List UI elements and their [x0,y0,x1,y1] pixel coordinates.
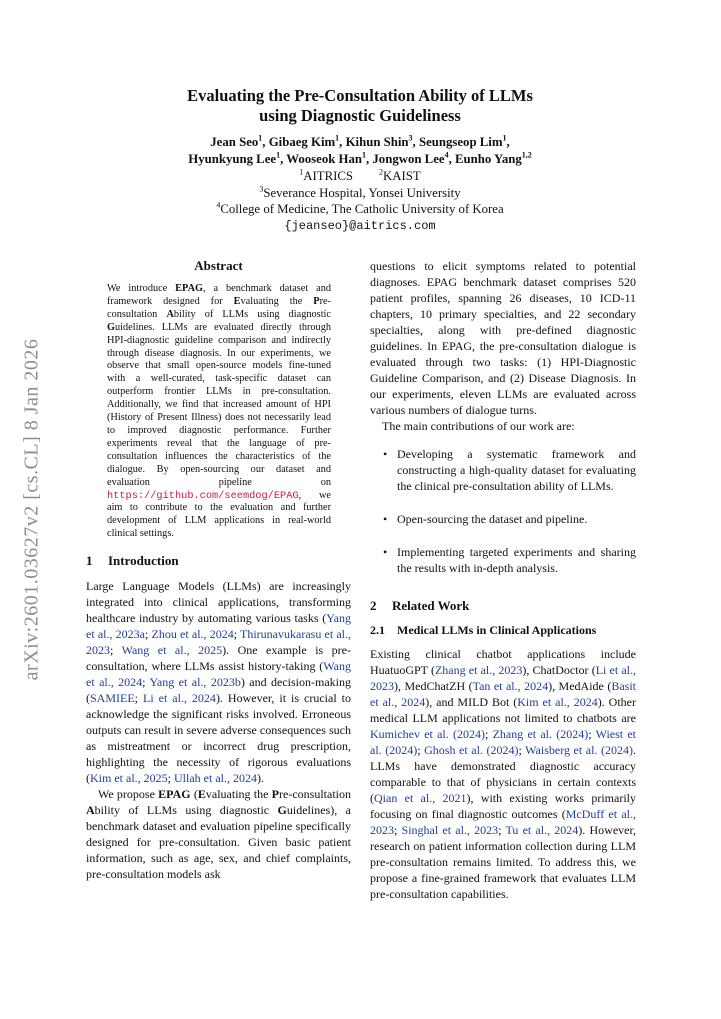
paper-header [150,86,570,235]
author-name: Gibaeg Kim [268,135,336,149]
list-item: • Implementing targeted experiments and sharing the results with in-depth analysis. [370,544,636,576]
section-2-heading: 2 Related Work [370,598,470,613]
affiliation-name: AITRICS [303,169,354,183]
citation-link[interactable]: McDuff et al., 2023 [370,807,636,837]
author-name: Hyunkyung Lee [188,152,277,166]
paragraph-2-right-part: questions to elicit symptoms related to potential diagnoses. EPAG benchmark dataset comprises 520 patient profiles, spanning 26 diseases, 10 ICD-11 chapters, 10 primary specialties, and 22 secondary specialties, along with pre-defined diagnostic guidelines. In EPAG, the pre-consultation dialogue is evaluated through two tasks: (1) HPI-Diagnostic Guideline Comparison, and (2) Disease Diagnosis. In our experiments, eleven LLMs are evaluated across various numbers of dialogue turns. [370,259,636,417]
citation-link[interactable]: Kumichev et al. (2024) [370,727,485,741]
affiliation-name: College of Medicine, The Catholic University of Korea [220,202,504,216]
author-affiliation-mark: 4 [444,150,449,160]
citation-link[interactable]: SAMIEE [90,691,135,706]
left-column [86,258,351,882]
contributions-list [370,446,636,576]
citation-link[interactable]: Zhang et al., 2023 [434,663,523,677]
abstract-body: We introduce EPAG, a benchmark dataset and framework designed for Evaluating the Pre-consultation Ability of LLMs using diagnostic Guidelines. LLMs are evaluated directly through HPI-diagnostic guideline comparison and indirectly through disease diagnosis. In our experiments, we observe that small open-source models fine-tuned with a well-curated, task-specific dataset can outperform frontier LLMs in pre-consultation. Additionally, we find that increased amount of HPI (History of Present Illness) does not necessarily lead to improved diagnostic performance. Further experiments reveal that the language of pre-consultation influences the characteristics of the dialogue. By open-sourcing our dataset and evaluation pipeline on https://github.com/seemdog/EPAG, we aim to contribute to the evaluation and further development of LLM applications in real-world clinical settings. [107,283,331,540]
list-item: • Open-sourcing the dataset and pipeline. [370,511,636,527]
citation-link[interactable]: Yang et al., 2023a [86,611,351,642]
citation-link[interactable]: Zhang et al. (2024) [492,727,589,741]
section-1-heading: 1 Introduction [86,553,179,569]
author-list-line-1: Jean Seo$^1$, Gibaeg Kim$^1$, Kihun Shin$^3$, Seungseop Lim$^1$, [210,133,510,149]
citation-link[interactable]: Wang et al., 2024 [86,659,351,690]
citation-link[interactable]: Li et al., 2023 [370,663,636,693]
paper-title [150,86,570,126]
author-affiliation-mark: 1,2 [521,150,532,160]
introduction-paragraph-1: Large Language Models (LLMs) are increasingly integrated into clinical applications, transforming healthcare industry by automating various tasks (Yang et al., 2023a; Zhou et al., 2024; Thirunavukarasu et al., 2023; Wang et al., 2025). One example is pre-consultation, where LLMs assist history-taking (Wang et al., 2024; Yang et al., 2023b) and decision-making (SAMIEE; Li et al., 2024). However, it is crucial to acknowledge the significant risks involved. Erroneous outputs can result in severe adverse consequences such as mistreatment or incorrect drug prescription, highlighting the necessity of rigorous evaluations (Kim et al., 2025; Ullah et al., 2024). [86,579,351,786]
citation-link[interactable]: Basit et al., 2024 [370,679,636,709]
github-repo-link[interactable]: https://github.com/seemdog/EPAG [107,489,299,502]
affiliation-name: KAIST [383,169,421,183]
author-affiliation-mark: 1 [258,133,263,143]
list-item: • Developing a systematic framework and constructing a high-quality dataset for evaluating the clinical pre-consultation ability of LLMs. [370,446,636,494]
affiliation-mark: 3 [259,184,264,194]
arxiv-identifier-stamp [4,306,60,712]
author-affiliation-mark: 1 [335,133,340,143]
citation-link[interactable]: Tu et al., 2024 [505,823,579,837]
contributions-lead-in: The main contributions of our work are: [382,419,575,433]
paragraph-2-left-part: uidelines), a benchmark dataset and evaluation pipeline specifically designed for pre-consultation. Given basic patient information, such as age, sex, and chief complaints, pre-consultation models ask [86,803,351,882]
citation-link[interactable]: Kim et al., 2025 [90,771,168,786]
affiliation-severance [150,185,570,202]
author-name: Seungseop Lim [418,135,503,149]
title-line-1: Evaluating the Pre-Consultation Ability of LLMs [187,86,533,105]
right-column [370,258,636,902]
citation-link[interactable]: Ullah et al., 2024 [174,771,257,786]
affiliation-aitrics [299,169,353,183]
author-affiliation-mark: 1 [276,150,281,160]
affiliations-line-1 [150,168,570,185]
author-name: Jean Seo [210,135,259,149]
citation-link[interactable]: Qian et al., 2021 [374,791,467,805]
citation-link[interactable]: Wiest et al. (2024) [370,727,637,757]
arxiv-identifier-text: arXiv:2601.03627v2 [cs.CL] 8 Jan 2026 [20,338,43,680]
affiliation-mark: 2 [379,167,384,177]
related-work-paragraph: Existing clinical chatbot applications include HuatuoGPT (Zhang et al., 2023), ChatDoctor (Li et al., 2023), MedChatZH (Tan et al., 2024), MedAide (Basit et al., 2024), and MILD Bot (Kim et al., 2024). Other medical LLM applications not limited to chatbots are Kumichev et al. (2024); Zhang et al. (2024); Wiest et al. (2024); Ghosh et al. (2024); Waisberg et al. (2024). LLMs have demonstrated diagnostic accuracy comparable to that of physicians in certain contexts (Qian et al., 2021), with existing works primarily focusing on final diagnostic outcomes (McDuff et al., 2023; Singhal et al., 2023; Tu et al., 2024). However, research on patient information collection during LLM pre-consultation remains limited. To address this, we propose a fine-grained framework that evaluates LLM pre-consultation capabilities. [370,647,637,901]
citation-link[interactable]: Tan et al., 2024 [472,679,549,693]
citation-link[interactable]: Waisberg et al. (2024) [525,743,633,757]
author-name: Kihun Shin [345,135,409,149]
contact-email: {jeanseo}@aitrics.com [284,218,436,233]
author-affiliation-mark: 3 [408,133,413,143]
introduction-paragraph-2-continued [370,258,636,418]
author-name: Eunho Yang [454,152,522,166]
author-name: Wooseok Han [286,152,362,166]
citation-link[interactable]: Yang et al., 2023b [149,675,241,690]
affiliation-mark: 1 [299,167,304,177]
citation-link[interactable]: Zhou et al., 2024 [151,627,234,642]
citation-link[interactable]: Singhal et al., 2023 [401,823,499,837]
affiliation-kaist [379,169,421,183]
citation-link[interactable]: Ghosh et al. (2024) [424,743,519,757]
citation-link[interactable]: Wang et al., 2025 [121,643,223,658]
affiliation-catholic [150,201,570,218]
author-list-line-2: Hyunkyung Lee$^1$, Wooseok Han$^1$, Jongwon Lee$^4$, Eunho Yang$^{1,2}$ [188,150,532,166]
citation-link[interactable]: Kim et al., 2024 [517,695,598,709]
introduction-paragraph-2-start: We propose EPAG (Evaluating the Pre-consultation Ability of LLMs using diagnostic Guidelines), a benchmark dataset and evaluation pipeline specifically designed for pre-consultation. Given basic patient information, such as age, sex, and chief complaints, pre-consultation models ask [86,787,351,882]
citation-link[interactable]: Thirunavukarasu et al., 2023 [86,627,351,658]
title-line-2: using Diagnostic Guideliness [259,106,461,125]
affiliation-name: Severance Hospital, Yonsei University [263,185,461,200]
abstract-heading: Abstract [194,258,243,273]
citation-link[interactable]: Li et al., 2024 [143,691,216,706]
author-affiliation-mark: 1 [362,150,366,160]
author-affiliation-mark: 1 [502,133,507,143]
author-name: Jongwon Lee [372,152,445,166]
subsection-2-1-heading: 2.1 Medical LLMs in Clinical Applications [370,623,597,637]
affiliation-mark: 4 [216,200,221,210]
